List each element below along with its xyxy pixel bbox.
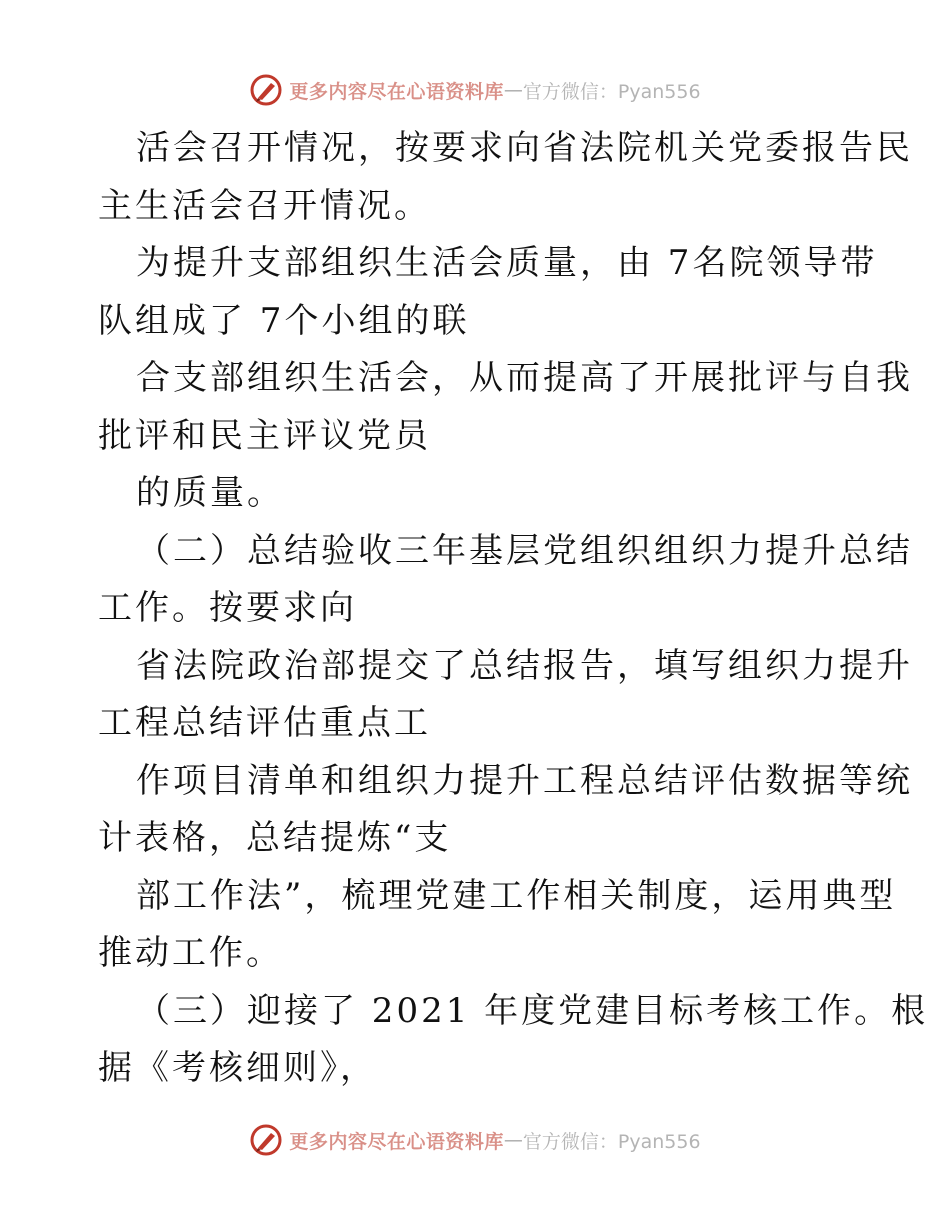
text-line: （三）迎接了 2021 年度党建目标考核工作。根: [136, 990, 929, 1031]
text-line: （二）总结验收三年基层党组织组织力提升总结: [136, 530, 913, 571]
pen-logo-icon: [249, 73, 283, 107]
watermark-dash: —: [503, 79, 523, 101]
text-line: 工作。按要求向: [98, 588, 357, 628]
text-line: 活会召开情况，按要求向省法院机关党委报告民: [136, 128, 913, 168]
watermark-dash: —: [503, 1129, 523, 1151]
text-line: 的质量。: [136, 473, 284, 513]
text-line: 主生活会召开情况。: [98, 185, 431, 226]
text-line: 据《考核细则》，: [98, 1048, 377, 1088]
text-line: 合支部组织生活会，从而提高了开展批评与自我: [136, 358, 913, 398]
header-watermark: [0, 70, 950, 110]
document-body: [98, 120, 929, 1098]
text-line: 为提升支部组织生活会质量，由 7名院领导带: [136, 243, 878, 283]
text-line: 工程总结评估重点工: [98, 703, 431, 743]
watermark-text: 更多内容尽在心语资料库: [289, 80, 504, 103]
text-line: 队组成了 7个小组的联: [98, 300, 470, 341]
watermark-text: 更多内容尽在心语资料库: [289, 1130, 504, 1153]
footer-watermark: [0, 1120, 950, 1160]
text-line: 计表格，总结提炼“支: [98, 818, 452, 858]
text-line: 作项目清单和组织力提升工程总结评估数据等统: [136, 760, 913, 801]
text-line: 部工作法”，梳理党建工作相关制度，运用典型: [136, 875, 897, 916]
watermark-account: 官方微信：Pyan556: [522, 1130, 701, 1153]
text-line: 批评和民主评议党员: [98, 415, 431, 456]
pen-logo-icon: [249, 1123, 283, 1157]
watermark-account: 官方微信：Pyan556: [522, 80, 701, 103]
text-line: 推动工作。: [98, 933, 283, 973]
text-line: 省法院政治部提交了总结报告，填写组织力提升: [136, 645, 913, 686]
